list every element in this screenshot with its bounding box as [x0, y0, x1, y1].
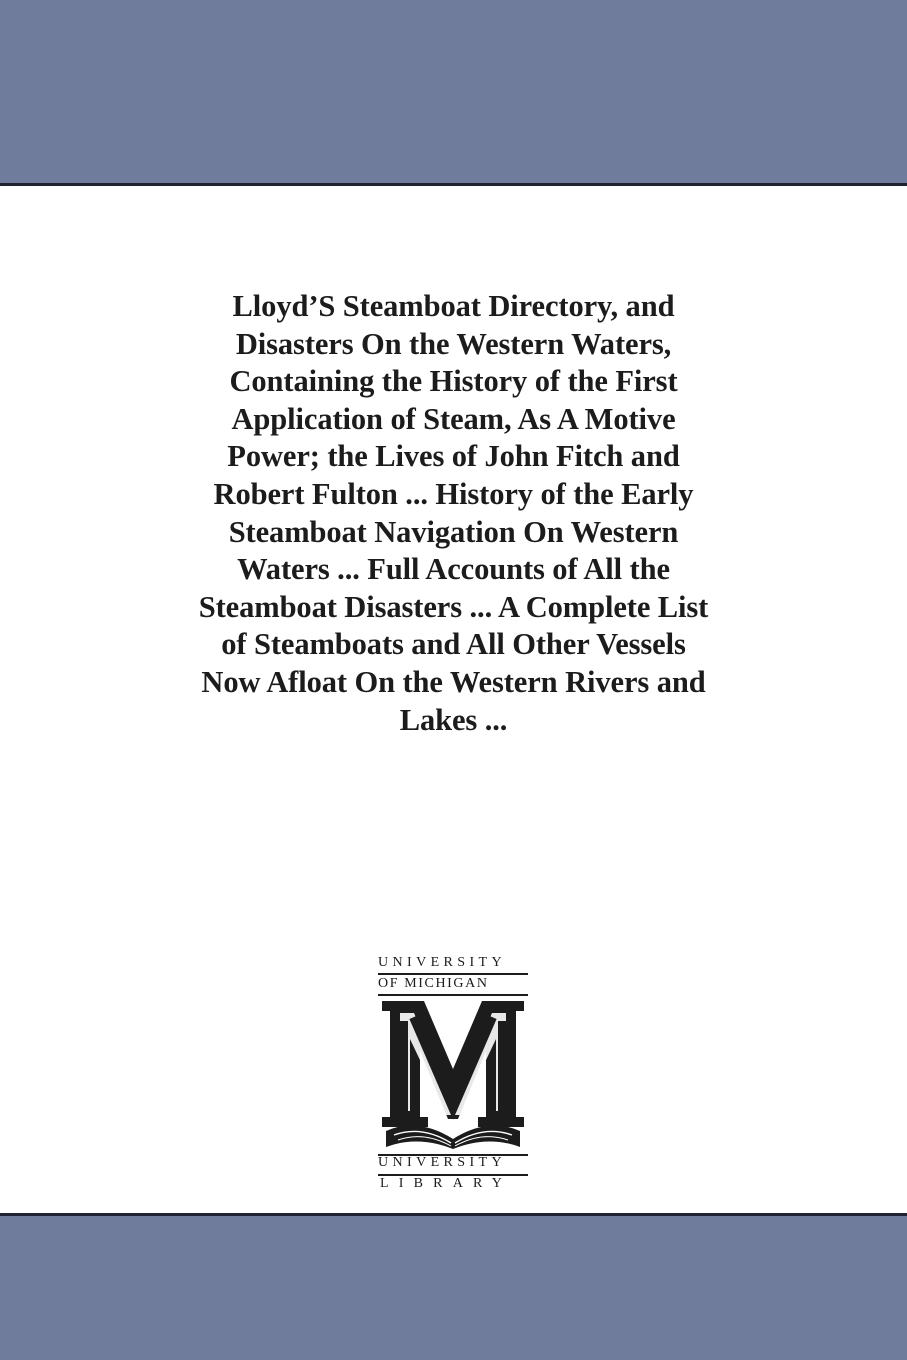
logo-divider	[378, 994, 528, 996]
title-line: Disasters On the Western Waters,	[235, 326, 672, 361]
title-line: Power; the Lives of John Fitch and	[227, 439, 680, 474]
book-title	[150, 288, 757, 739]
logo-library-text: LIBRARY	[380, 1176, 513, 1191]
logo-university-text-bottom: UNIVERSITY	[378, 1155, 506, 1170]
title-line: Waters ... Full Accounts of All the	[237, 552, 670, 587]
title-line: Containing the History of the First	[229, 364, 678, 399]
logo-divider	[378, 973, 528, 975]
title-line: Steamboat Navigation On Western	[228, 514, 679, 549]
university-library-logo	[378, 955, 528, 1195]
title-line: Application of Steam, As A Motive	[231, 401, 676, 436]
title-line: Now Afloat On the Western Rivers and	[201, 664, 706, 699]
title-line: of Steamboats and All Other Vessels	[221, 627, 686, 662]
logo-university-text: UNIVERSITY	[378, 955, 506, 970]
title-line: Lloyd’S Steamboat Directory, and	[232, 289, 675, 323]
top-color-band	[0, 0, 907, 186]
title-line: Lakes ...	[399, 702, 508, 737]
title-line: Robert Fulton ... History of the Early	[213, 476, 694, 511]
bottom-color-band	[0, 1213, 907, 1360]
block-m-book-icon	[378, 999, 528, 1149]
title-line: Steamboat Disasters ... A Complete List	[198, 589, 709, 624]
logo-of-michigan-text: OF MICHIGAN	[378, 976, 489, 991]
